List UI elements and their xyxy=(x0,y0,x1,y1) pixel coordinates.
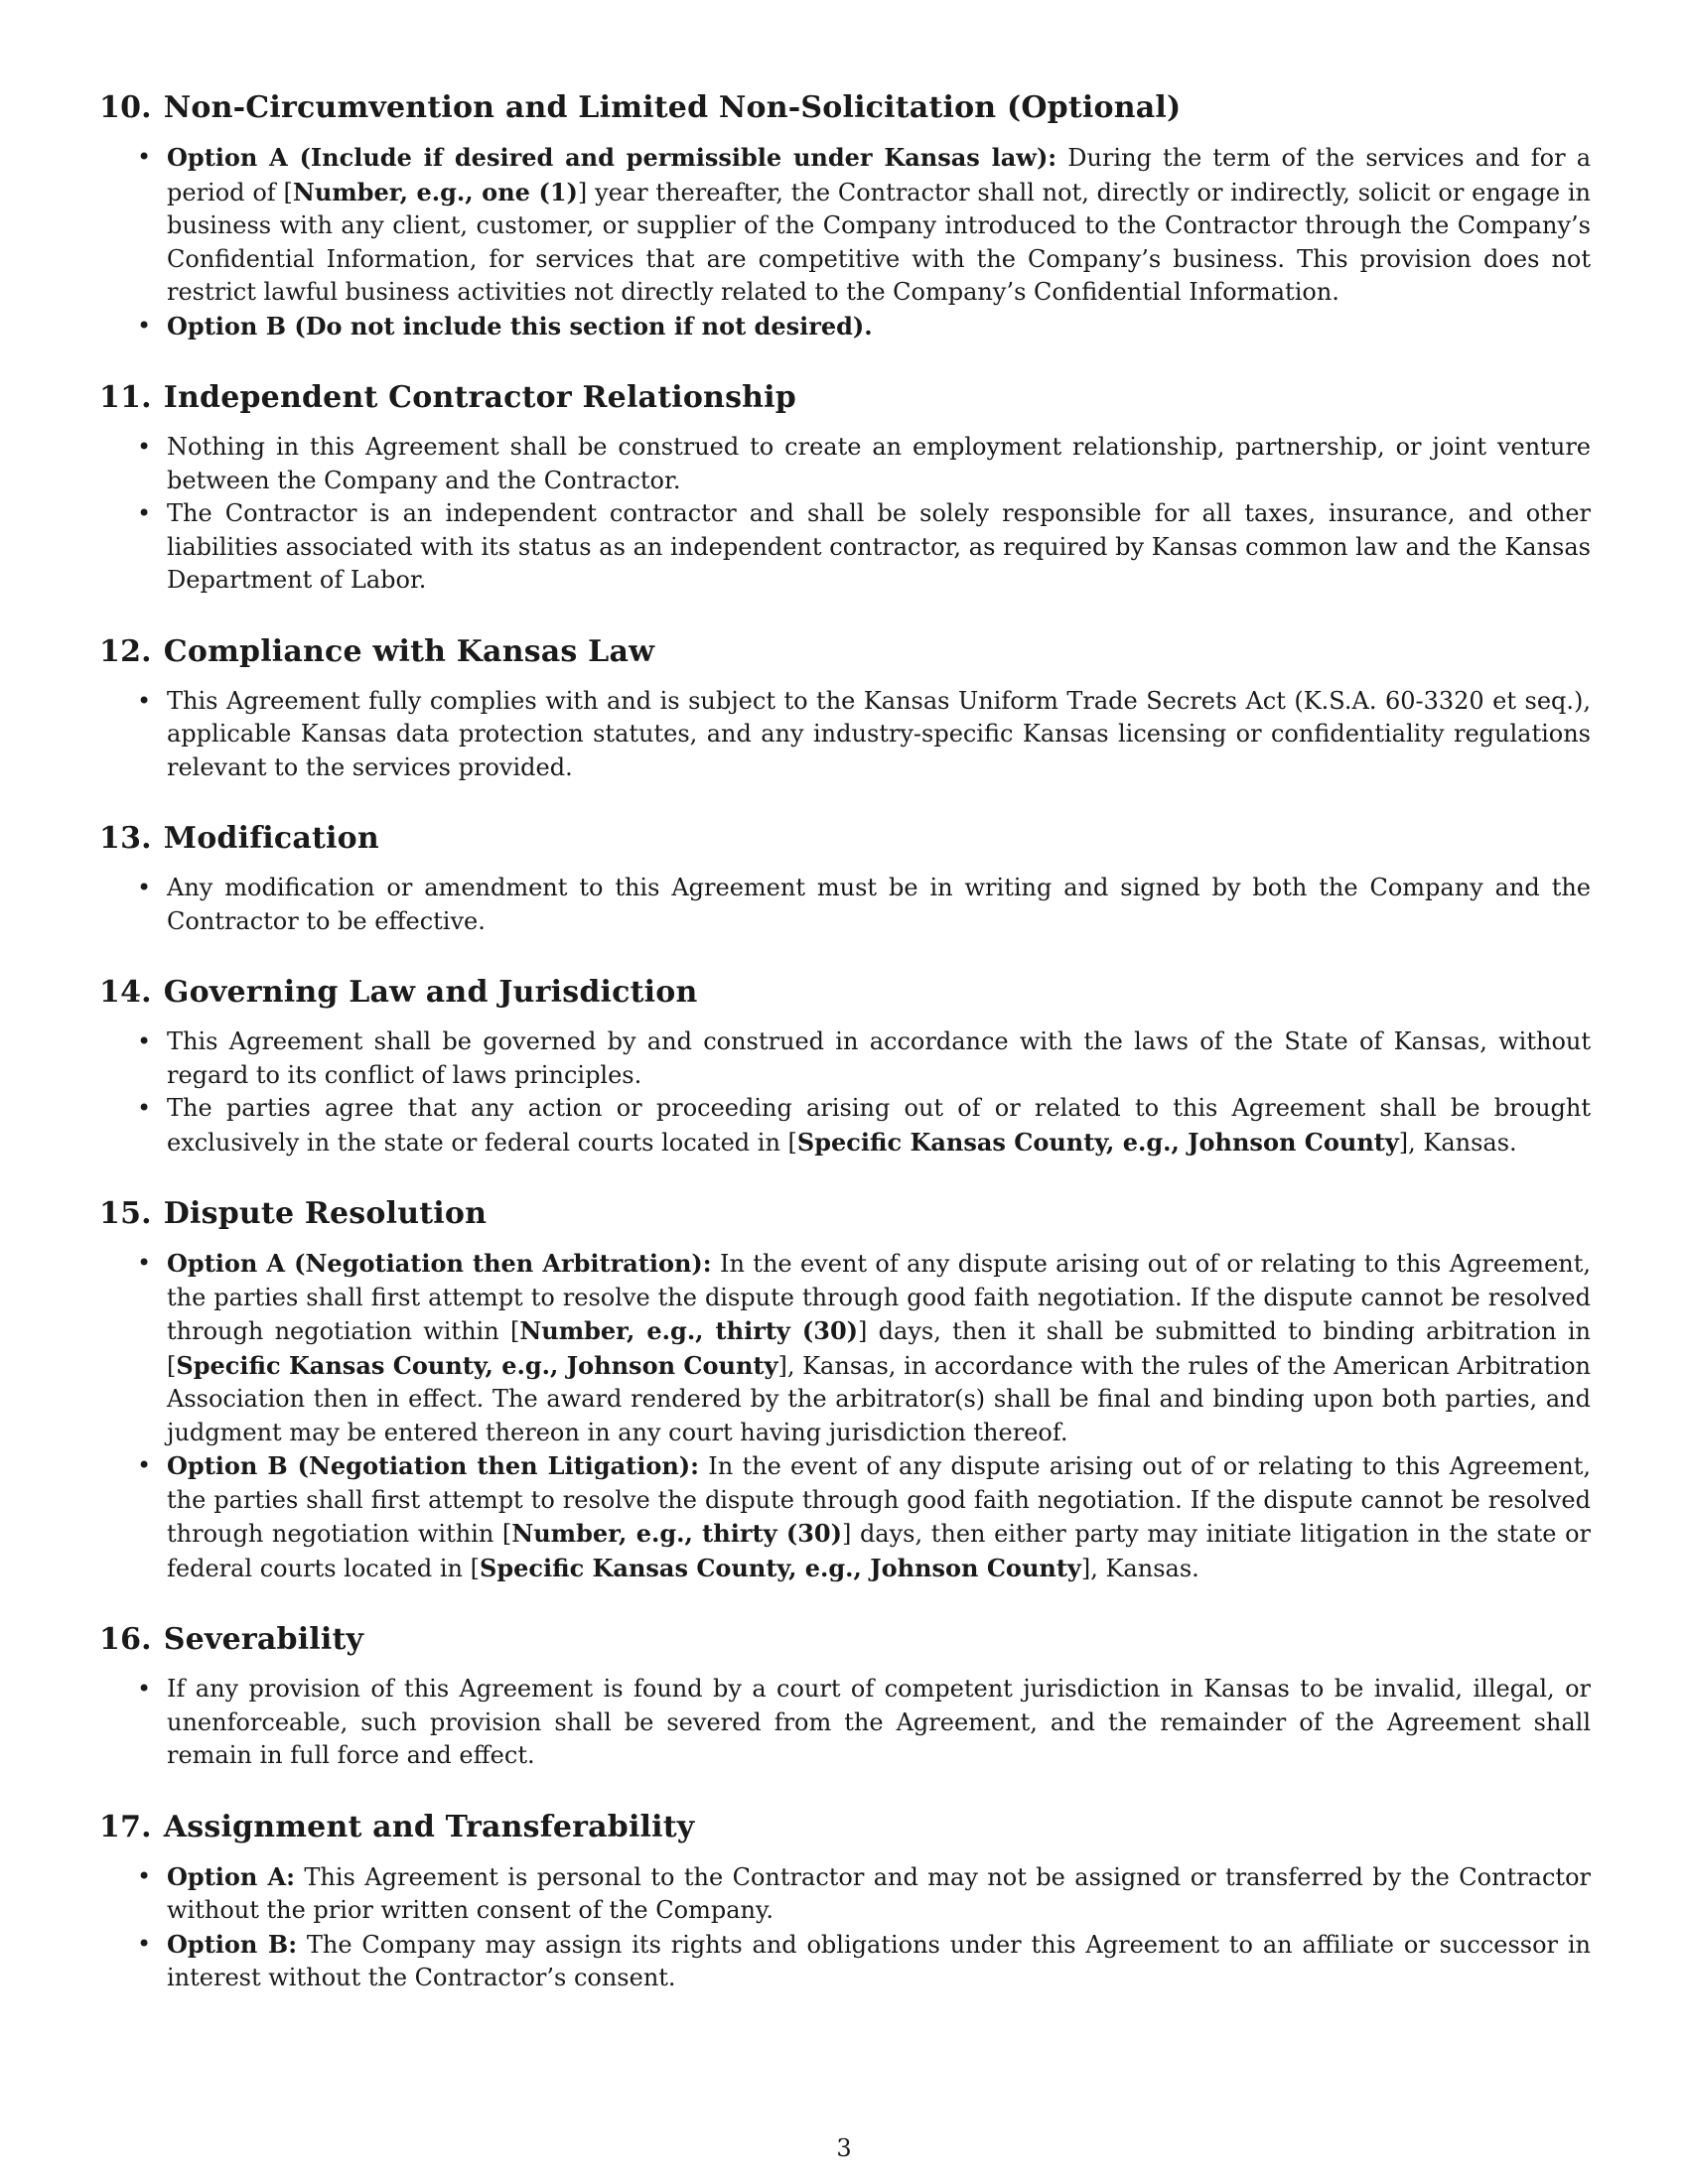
bullet-list xyxy=(99,431,1591,598)
bullet-list xyxy=(99,685,1591,785)
bullet-list xyxy=(99,1860,1591,1995)
bullet-list xyxy=(99,141,1591,343)
section-12 xyxy=(99,633,1591,785)
section-heading: 17. Assignment and Transferability xyxy=(99,1809,695,1844)
list-item: • The Contractor is an independent contractor and shall be solely responsible for all taxes, insurance, and other liabilities associated with its status as an independent contractor, as required by Kansas common law and the Kansas Department of Labor. xyxy=(167,497,1591,598)
bullet-list xyxy=(99,1025,1591,1160)
bullet-list xyxy=(99,872,1591,938)
section-heading: 12. Compliance with Kansas Law xyxy=(99,633,655,669)
list-item: • This Agreement shall be governed by and construed in accordance with the laws of the State of Kansas, without regard to its conflict of laws principles. xyxy=(167,1025,1591,1092)
list-item: • Option A (Include if desired and permissible under Kansas law): During the term of the services and for a period of [Number, e.g., one (1)] year thereafter, the Contractor shall not, directly or indirectly, solicit or engage in business with any client, customer, or supplier of the Company introduced to the Contractor through the Company’s Confidential Information, for services that are competitive with the Company’s business. This provision does not restrict lawful business activities not directly related to the Company’s Confidential Information. xyxy=(167,141,1591,310)
section-11 xyxy=(99,379,1591,598)
list-item: • Option B (Negotiation then Litigation): In the event of any dispute arising out of or relating to this Agreement, the parties shall first attempt to resolve the dispute through good faith negotiation. If the dispute cannot be resolved through negotiation within [Number, e.g., thirty (30)] days, then either party may initiate litigation in the state or federal courts located in [Specific Kansas County, e.g., Johnson County], Kansas. xyxy=(167,1449,1591,1585)
page-number: 3 xyxy=(836,2134,852,2162)
section-10 xyxy=(99,89,1591,343)
list-item: • Nothing in this Agreement shall be construed to create an employment relationship, partnership, or joint venture between the Company and the Contractor. xyxy=(167,431,1591,497)
section-heading: 10. Non-Circumvention and Limited Non-Solicitation (Optional) xyxy=(99,90,1182,125)
list-item: • Option B: The Company may assign its rights and obligations under this Agreement to an affiliate or successor in interest without the Contractor’s consent. xyxy=(167,1928,1591,1995)
section-heading: 11. Independent Contractor Relationship xyxy=(99,380,796,415)
section-17 xyxy=(99,1809,1591,1995)
list-item: • If any provision of this Agreement is found by a court of competent jurisdiction in Kansas to be invalid, illegal, or unenforceable, such provision shall be severed from the Agreement, and the remainder of the Agreement shall remain in full force and effect. xyxy=(167,1673,1591,1773)
section-13 xyxy=(99,820,1591,938)
bullet-list xyxy=(99,1673,1591,1773)
list-item: • Option B (Do not include this section if not desired). xyxy=(167,310,1591,344)
list-item: • Option A (Negotiation then Arbitration): In the event of any dispute arising out of or relating to this Agreement, the parties shall first attempt to resolve the dispute through good faith negotiation. If the dispute cannot be resolved through negotiation within [Number, e.g., thirty (30)] days, then it shall be submitted to binding arbitration in [Specific Kansas County, e.g., Johnson County], Kansas, in accordance with the rules of the American Arbitration Association then in effect. The award rendered by the arbitrator(s) shall be final and binding upon both parties, and judgment may be entered thereon in any court having jurisdiction thereof. xyxy=(167,1247,1591,1449)
list-item: • The parties agree that any action or proceeding arising out of or related to this Agreement shall be brought exclusively in the state or federal courts located in [Specific Kansas County, e.g., Johnson County], Kansas. xyxy=(167,1092,1591,1160)
section-heading: 15. Dispute Resolution xyxy=(99,1196,488,1231)
list-item: • Option A: This Agreement is personal to the Contractor and may not be assigned or transferred by the Contractor without the prior written consent of the Company. xyxy=(167,1860,1591,1928)
document-page xyxy=(99,89,1591,2031)
section-heading: 14. Governing Law and Jurisdiction xyxy=(99,975,698,1010)
section-14 xyxy=(99,974,1591,1160)
section-heading: 13. Modification xyxy=(99,821,379,856)
list-item: • Any modification or amendment to this Agreement must be in writing and signed by both the Company and the Contractor to be effective. xyxy=(167,872,1591,938)
bullet-list xyxy=(99,1247,1591,1585)
list-item: • This Agreement fully complies with and is subject to the Kansas Uniform Trade Secrets Act (K.S.A. 60-3320 et seq.), applicable Kansas data protection statutes, and any industry-specific Kansas licensing or confidentiality regulations relevant to the services provided. xyxy=(167,685,1591,785)
section-heading: 16. Severability xyxy=(99,1622,364,1657)
section-15 xyxy=(99,1195,1591,1585)
section-16 xyxy=(99,1621,1591,1773)
